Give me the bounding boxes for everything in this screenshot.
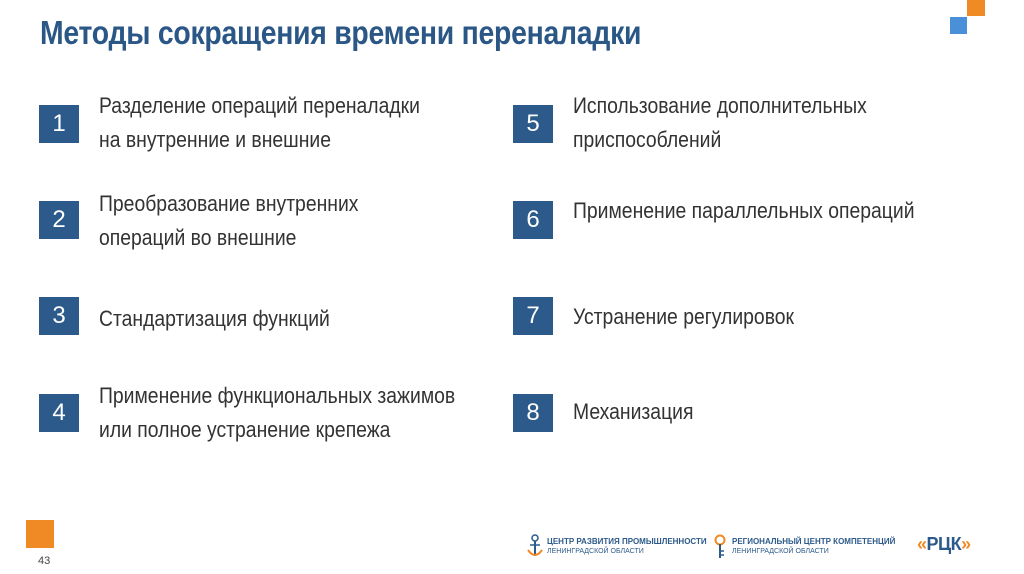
logo-bracket: « xyxy=(917,534,927,554)
method-text xyxy=(573,395,693,429)
anchor-icon xyxy=(527,534,543,560)
page-number: 43 xyxy=(38,555,51,567)
number-badge: 5 xyxy=(513,105,553,143)
method-line: Разделение операций переналадки xyxy=(99,93,420,118)
method-line: Использование дополнительных xyxy=(573,93,867,118)
method-text xyxy=(99,89,420,157)
number-badge: 4 xyxy=(39,394,79,432)
logo-competence-center xyxy=(712,534,895,560)
logo-text: РЦК xyxy=(926,534,962,554)
logo-bracket: » xyxy=(961,534,971,554)
method-text xyxy=(99,302,330,336)
number-badge: 8 xyxy=(513,394,553,432)
method-line: приспособлений xyxy=(573,127,722,152)
decor-square-orange xyxy=(967,0,985,16)
logo-rck xyxy=(917,534,971,555)
slide-title: Методы сокращения времени переналадки xyxy=(40,14,642,51)
method-text xyxy=(99,187,358,255)
logo-text-line: ЛЕНИНГРАДСКОЙ ОБЛАСТИ xyxy=(732,548,829,555)
number-badge: 2 xyxy=(39,201,79,239)
method-line: Применение функциональных зажимов xyxy=(99,383,456,408)
logo-text-line: ЦЕНТР РАЗВИТИЯ ПРОМЫШЛЕННОСТИ xyxy=(547,537,707,546)
method-line: на внутренние и внешние xyxy=(99,127,331,152)
method-line: Преобразование внутренних xyxy=(99,191,359,216)
method-text xyxy=(99,379,455,447)
decor-square-blue xyxy=(950,17,967,34)
method-text xyxy=(573,89,867,157)
method-line: Стандартизация функций xyxy=(99,306,330,331)
number-badge: 3 xyxy=(39,297,79,335)
method-line: Применение параллельных операций xyxy=(573,198,915,223)
method-line: операций во внешние xyxy=(99,225,297,250)
method-line: Механизация xyxy=(573,399,694,424)
method-text xyxy=(573,300,794,334)
number-badge: 1 xyxy=(39,105,79,143)
logo-text-line: ЛЕНИНГРАДСКОЙ ОБЛАСТИ xyxy=(547,548,644,555)
method-text xyxy=(573,194,915,228)
method-line: или полное устранение крепежа xyxy=(99,417,391,442)
method-line: Устранение регулировок xyxy=(573,304,795,329)
decor-square-orange-bottom xyxy=(26,520,54,548)
logo-text-line: РЕГИОНАЛЬНЫЙ ЦЕНТР КОМПЕТЕНЦИЙ xyxy=(732,537,896,546)
key-icon xyxy=(712,534,728,560)
number-badge: 7 xyxy=(513,297,553,335)
number-badge: 6 xyxy=(513,201,553,239)
logo-industry-center xyxy=(527,534,707,560)
